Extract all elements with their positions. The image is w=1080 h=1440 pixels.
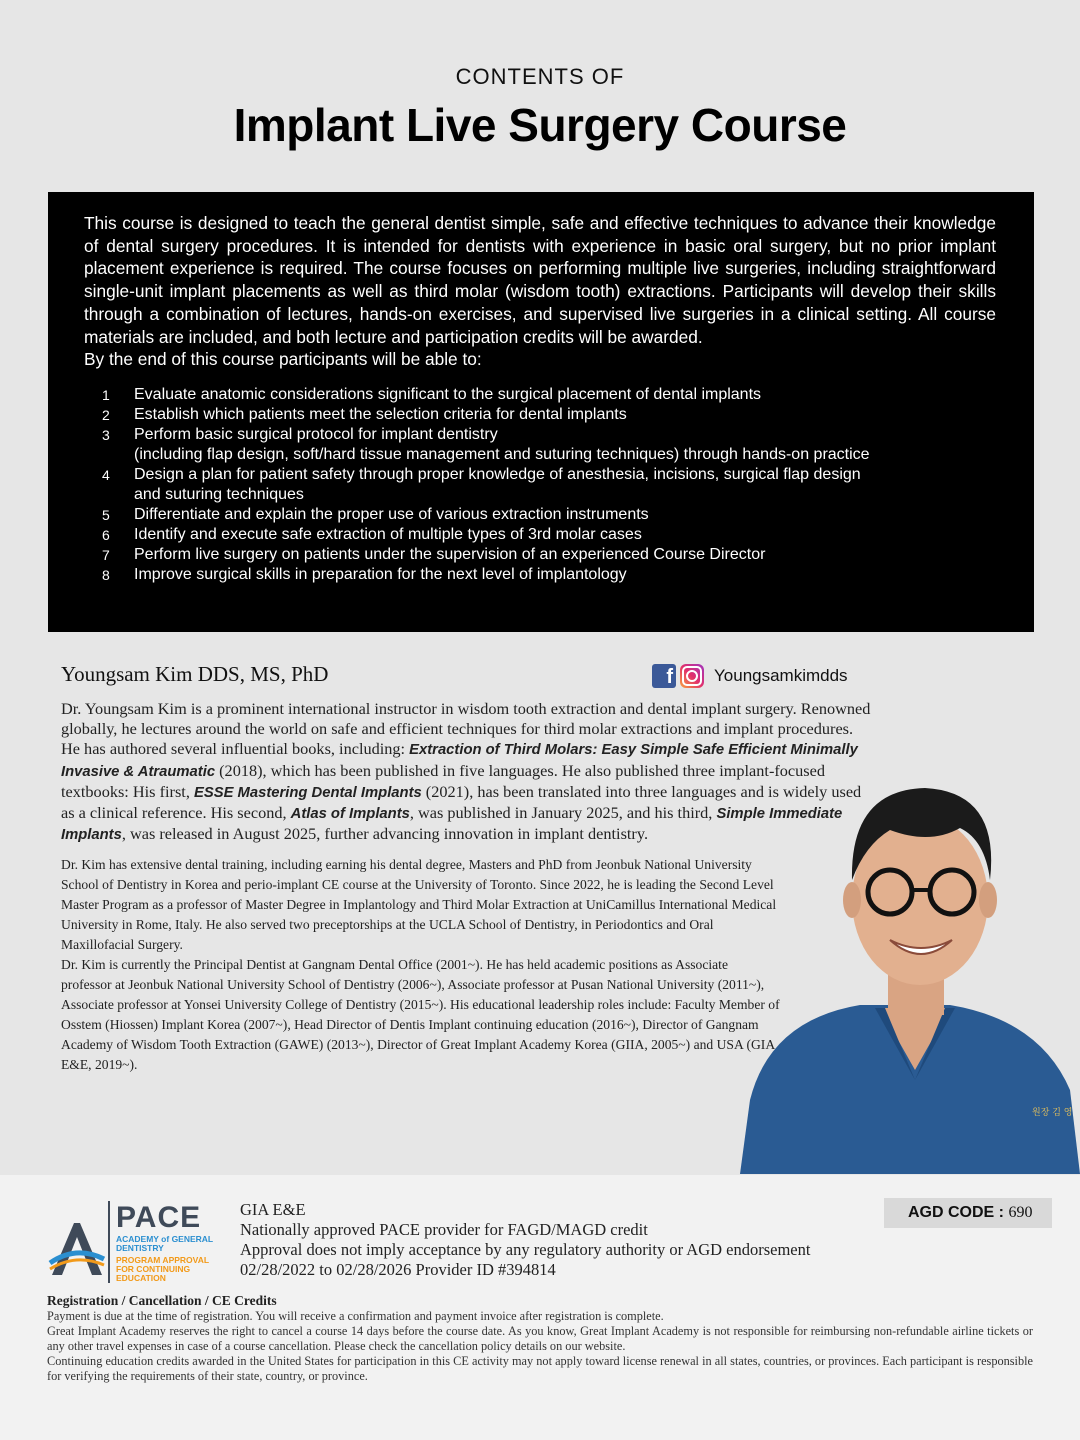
objective-text: Differentiate and explain the proper use of various extraction instruments bbox=[134, 505, 649, 523]
objective-number: 5 bbox=[102, 506, 110, 523]
logo-divider bbox=[108, 1201, 110, 1283]
objective-text: Establish which patients meet the selection criteria for dental implants bbox=[134, 405, 627, 423]
objective-item bbox=[84, 465, 996, 505]
provider-info bbox=[240, 1200, 810, 1280]
footer bbox=[0, 1175, 1080, 1440]
objective-number: 7 bbox=[102, 546, 110, 563]
objective-item bbox=[84, 545, 996, 565]
registration-credits: Continuing education credits awarded in the United States for participation in this CE activity may not apply toward license renewal in all states, countries, or provinces. Each participant is responsible for verifying the requirements of their state, country, or province. bbox=[47, 1354, 1033, 1383]
facebook-icon[interactable]: f bbox=[652, 664, 676, 688]
social-handle[interactable]: Youngsamkimdds bbox=[714, 666, 848, 685]
agd-code-value: 690 bbox=[1008, 1204, 1033, 1221]
objectives-lead: By the end of this course participants will be able to: bbox=[84, 349, 482, 370]
header-eyebrow: CONTENTS OF bbox=[455, 64, 625, 89]
objective-text: Improve surgical skills in preparation for the next level of implantology bbox=[134, 565, 627, 583]
objective-number: 1 bbox=[102, 386, 110, 403]
bio-paragraph-main: Dr. Youngsam Kim is a prominent international instructor in wisdom tooth extraction and dental implant surgery. Renowned globally, he lectures around the world on safe and efficient techniques for third molar extractions and implant procedures. He has authored several influential books, including: Extraction of Third Molars: Easy Simple Safe Efficient Minimally Invasive & Atraumatic (2018), which has been published in five languages. He also published three implant-focused textbooks: His first, ESSE Mastering Dental Implants (2021), has been translated into three languages and is widely used as a clinical reference. His second, Atlas of Implants, was published in January 2025, and his third, Simple Immediate Implants, was released in August 2025, further advancing innovation in implant dentistry. bbox=[61, 699, 871, 844]
instructor-portrait bbox=[740, 770, 1080, 1174]
objective-number: 8 bbox=[102, 566, 110, 583]
objective-item bbox=[84, 385, 996, 405]
objective-item bbox=[84, 425, 996, 465]
objective-text: Perform live surgery on patients under the supervision of an experienced Course Director bbox=[134, 545, 766, 563]
registration-payment: Payment is due at the time of registration. You will receive a confirmation and payment invoice after registration is complete. bbox=[47, 1309, 664, 1323]
book-title: Simple Immediate Implants bbox=[61, 806, 843, 844]
agd-a-icon bbox=[46, 1219, 106, 1279]
book-title: Atlas of Implants bbox=[290, 806, 410, 823]
objective-number: 2 bbox=[102, 406, 110, 423]
agd-code-label: AGD CODE : bbox=[908, 1204, 1004, 1221]
objective-text: Identify and execute safe extraction of multiple types of 3rd molar cases bbox=[134, 525, 642, 543]
course-intro-box bbox=[48, 192, 1034, 632]
provider-name: GIA E&E bbox=[240, 1200, 306, 1219]
objective-number: 3 bbox=[102, 426, 110, 443]
instructor-name: Youngsam Kim DDS, MS, PhD bbox=[61, 662, 329, 686]
book-title: ESSE Mastering Dental Implants bbox=[193, 784, 422, 801]
objective-number: 6 bbox=[102, 526, 110, 543]
svg-text:원장 김 영: 원장 김 영 bbox=[1032, 1108, 1073, 1118]
objective-item bbox=[84, 405, 996, 425]
bio-paragraph-training: Dr. Kim has extensive dental training, including earning his dental degree, Masters and PhD from Jeonbuk National University School of Dentistry in Korea and perio-implant CE course at the University of Toronto. Since 2022, he is leading the Second Level Master Program as a professor of Master Degree in Implantology and Third Molar Extraction at UniCamillus International Medical University in Rome, Italy. He also served two preceptorships at the UCLA School of Dentistry, in Periodontics and Oral Maxillofacial Surgery. Dr. Kim is currently the Principal Dentist at Gangnam Dental Office (2001~). He has held academic positions as Associate professor at Jeonbuk National University School of Dentistry (2006~), Associate professor at Pusan National University (2011~), Associate professor at Yonsei University College of Dentistry (2015~). His educational leadership roles include: Faculty Member of Osstem (Hiossen) Implant Korea (2007~), Head Director of Dentis Implant continuing education (2016~), Director of Gangnam Academy of Wisdom Tooth Extraction (GAWE) (2013~), Director of Great Implant Academy Korea (GIIA, 2005~) and USA (GIA E&E, 2019~). bbox=[61, 857, 780, 1073]
book-title: Extraction of Third Molars: Easy Simple Safe Efficient Minimally Invasive & Atraumatic bbox=[61, 742, 858, 780]
objective-number: 4 bbox=[102, 466, 110, 483]
registration-policy bbox=[47, 1293, 1033, 1384]
pace-wordmark: PACE bbox=[116, 1201, 202, 1234]
registration-cancellation: Great Implant Academy reserves the right to cancel a course 14 days before the course date. As you know, Great Implant Academy is not responsible for reimbursing non-refundable airline tickets or any other travel expenses in case of a course cancellation. Please check the cancellation policy details on our website. bbox=[47, 1324, 1033, 1353]
pace-logo bbox=[46, 1201, 216, 1289]
agd-code-badge bbox=[884, 1198, 1052, 1228]
objectives-list bbox=[84, 385, 996, 585]
registration-title: Registration / Cancellation / CE Credits bbox=[47, 1293, 277, 1308]
course-description: This course is designed to teach the general dentist simple, safe and effective techniques to advance their knowledge of dental surgery procedures. It is intended for dentists with experience in basic oral surgery, but no prior implant placement experience is required. The course focuses on performing multiple live surgeries, including straightforward single-unit implant placements as well as third molar (wisdom tooth) extractions. Participants will develop their skills through a combination of lectures, hands-on exercises, and supervised live surgeries in a clinical setting. All course materials are included, and both lecture and participation credits will be awarded. bbox=[84, 213, 996, 347]
objective-text: Perform basic surgical protocol for implant dentistry (including flap design, soft/hard tissue management and suturing techniques) through hands-on practice bbox=[134, 425, 870, 463]
provider-disclaimer: Approval does not imply acceptance by any regulatory authority or AGD endorsement bbox=[240, 1240, 811, 1259]
page-title: Implant Live Surgery Course bbox=[233, 99, 847, 151]
objective-text: Design a plan for patient safety through proper knowledge of anesthesia, incisions, surgical flap design and suturing techniques bbox=[134, 465, 861, 503]
provider-approval: Nationally approved PACE provider for FAGD/MAGD credit bbox=[240, 1220, 648, 1239]
objective-text: Evaluate anatomic considerations significant to the surgical placement of dental implants bbox=[134, 385, 762, 403]
provider-dates: 02/28/2022 to 02/28/2026 Provider ID #394814 bbox=[240, 1260, 556, 1279]
pace-program-text: PROGRAM APPROVAL FOR CONTINUING EDUCATION bbox=[116, 1255, 209, 1283]
pace-academy-text: ACADEMY of GENERAL DENTISTRY bbox=[116, 1234, 213, 1253]
objective-item bbox=[84, 505, 996, 525]
objective-item bbox=[84, 525, 996, 545]
objective-item bbox=[84, 565, 996, 585]
